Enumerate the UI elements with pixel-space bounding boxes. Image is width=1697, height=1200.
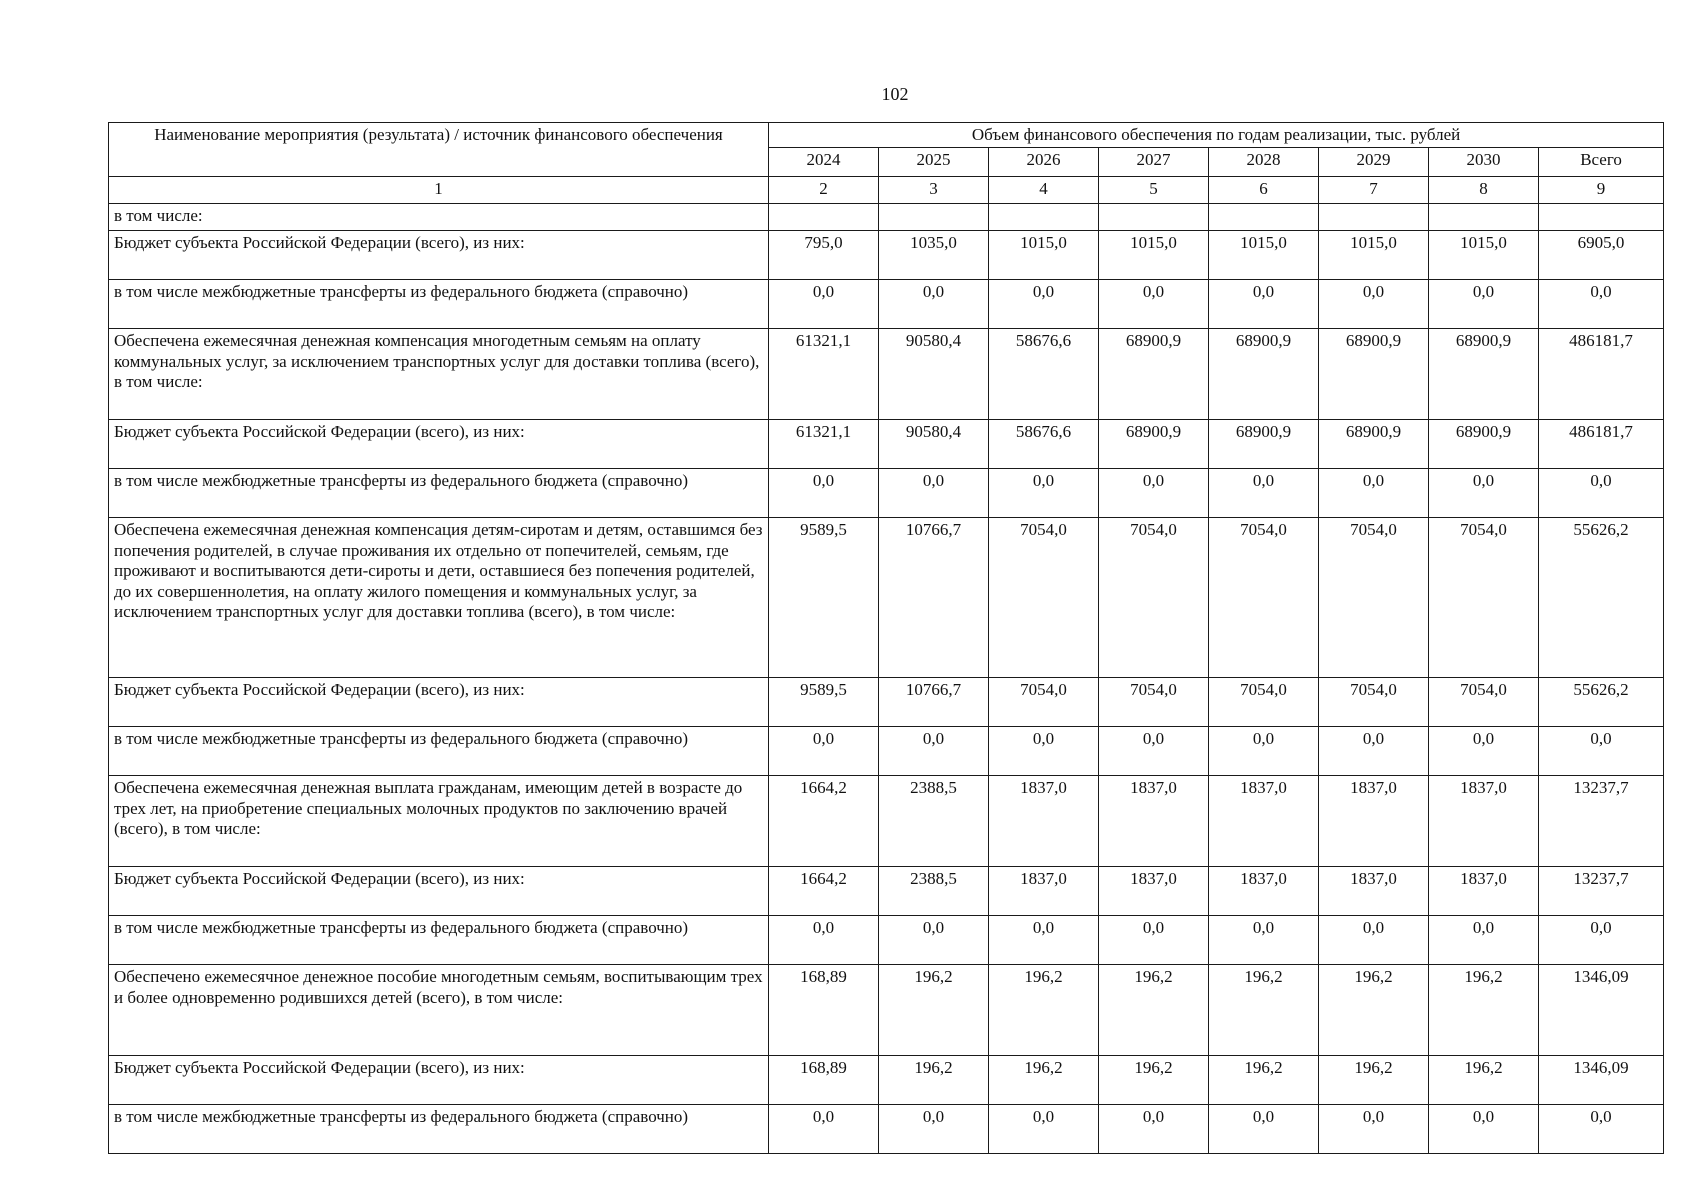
column-number: 3 [879, 177, 989, 204]
header-year: 2028 [1209, 148, 1319, 177]
row-year-value: 0,0 [769, 916, 879, 965]
row-year-value: 1837,0 [1319, 867, 1429, 916]
header-year: 2029 [1319, 148, 1429, 177]
header-total: Всего [1539, 148, 1664, 177]
row-year-value [879, 204, 989, 231]
row-total-value: 0,0 [1539, 916, 1664, 965]
row-year-value: 196,2 [1319, 1056, 1429, 1105]
row-name: Обеспечена ежемесячная денежная компенсация многодетным семьям на оплату коммунальных услуг, за исключением транспортных услуг для доставки топлива (всего), в том числе: [109, 329, 769, 420]
row-year-value: 0,0 [989, 727, 1099, 776]
row-name: в том числе межбюджетные трансферты из федерального бюджета (справочно) [109, 727, 769, 776]
column-number: 5 [1099, 177, 1209, 204]
row-year-value: 7054,0 [1319, 518, 1429, 678]
row-year-value: 0,0 [989, 916, 1099, 965]
row-total-value: 486181,7 [1539, 329, 1664, 420]
row-year-value: 0,0 [769, 1105, 879, 1154]
row-total-value: 486181,7 [1539, 420, 1664, 469]
column-number: 7 [1319, 177, 1429, 204]
page-number: 102 [881, 84, 909, 104]
row-year-value: 1837,0 [1429, 776, 1539, 867]
row-year-value: 0,0 [879, 280, 989, 329]
row-year-value: 0,0 [1319, 469, 1429, 518]
row-year-value: 0,0 [1319, 916, 1429, 965]
table-row [109, 727, 1664, 776]
row-year-value: 0,0 [1319, 1105, 1429, 1154]
row-name: в том числе: [109, 204, 769, 231]
row-year-value: 196,2 [1319, 965, 1429, 1056]
row-year-value: 1015,0 [1209, 231, 1319, 280]
financing-table [108, 122, 1664, 1154]
row-year-value: 0,0 [879, 469, 989, 518]
row-year-value: 10766,7 [879, 678, 989, 727]
header-year: 2024 [769, 148, 879, 177]
row-year-value: 90580,4 [879, 420, 989, 469]
row-name: Бюджет субъекта Российской Федерации (всего), из них: [109, 231, 769, 280]
row-year-value: 196,2 [1099, 1056, 1209, 1105]
row-year-value: 1015,0 [1099, 231, 1209, 280]
row-total-value: 55626,2 [1539, 678, 1664, 727]
row-total-value: 0,0 [1539, 469, 1664, 518]
header-group: Объем финансового обеспечения по годам реализации, тыс. рублей [769, 123, 1664, 148]
table-row [109, 518, 1664, 678]
row-name: Бюджет субъекта Российской Федерации (всего), из них: [109, 678, 769, 727]
row-year-value: 0,0 [1099, 1105, 1209, 1154]
table-row [109, 916, 1664, 965]
row-total-value: 13237,7 [1539, 776, 1664, 867]
row-year-value: 7054,0 [1209, 518, 1319, 678]
row-year-value [1209, 204, 1319, 231]
row-year-value: 1015,0 [989, 231, 1099, 280]
row-total-value: 13237,7 [1539, 867, 1664, 916]
row-year-value: 196,2 [1429, 965, 1539, 1056]
row-year-value: 0,0 [989, 469, 1099, 518]
row-name: Бюджет субъекта Российской Федерации (всего), из них: [109, 867, 769, 916]
row-year-value: 68900,9 [1319, 329, 1429, 420]
column-number: 1 [109, 177, 769, 204]
row-year-value: 1837,0 [1099, 776, 1209, 867]
row-year-value: 61321,1 [769, 329, 879, 420]
row-year-value: 0,0 [1099, 280, 1209, 329]
table-row [109, 329, 1664, 420]
row-year-value: 0,0 [1429, 727, 1539, 776]
row-year-value: 196,2 [1209, 1056, 1319, 1105]
row-year-value: 1837,0 [1209, 776, 1319, 867]
table-row [109, 965, 1664, 1056]
row-year-value [989, 204, 1099, 231]
column-number-row [109, 177, 1664, 204]
row-year-value: 7054,0 [1099, 518, 1209, 678]
row-year-value: 168,89 [769, 1056, 879, 1105]
row-year-value: 10766,7 [879, 518, 989, 678]
row-year-value: 0,0 [1319, 280, 1429, 329]
row-year-value: 1837,0 [1209, 867, 1319, 916]
row-name: Обеспечена ежемесячная денежная выплата гражданам, имеющим детей в возрасте до трех лет, на приобретение специальных молочных продуктов по заключению врачей (всего), в том числе: [109, 776, 769, 867]
row-year-value: 0,0 [1429, 1105, 1539, 1154]
row-year-value: 196,2 [879, 1056, 989, 1105]
column-number: 2 [769, 177, 879, 204]
row-year-value: 1837,0 [989, 867, 1099, 916]
row-year-value: 0,0 [1429, 916, 1539, 965]
row-year-value: 168,89 [769, 965, 879, 1056]
column-number: 8 [1429, 177, 1539, 204]
row-year-value: 795,0 [769, 231, 879, 280]
row-year-value: 0,0 [1209, 280, 1319, 329]
header-year: 2030 [1429, 148, 1539, 177]
row-year-value: 9589,5 [769, 518, 879, 678]
row-name: в том числе межбюджетные трансферты из федерального бюджета (справочно) [109, 280, 769, 329]
header-year: 2027 [1099, 148, 1209, 177]
column-number: 4 [989, 177, 1099, 204]
row-year-value: 1837,0 [989, 776, 1099, 867]
row-year-value: 7054,0 [989, 518, 1099, 678]
table-row [109, 678, 1664, 727]
row-year-value: 196,2 [989, 1056, 1099, 1105]
table-row [109, 1105, 1664, 1154]
row-total-value [1539, 204, 1664, 231]
row-total-value: 55626,2 [1539, 518, 1664, 678]
row-total-value: 0,0 [1539, 280, 1664, 329]
table-row [109, 776, 1664, 867]
row-year-value: 0,0 [879, 916, 989, 965]
row-year-value: 68900,9 [1099, 420, 1209, 469]
row-year-value: 7054,0 [1429, 678, 1539, 727]
row-name: в том числе межбюджетные трансферты из федерального бюджета (справочно) [109, 1105, 769, 1154]
table-row [109, 1056, 1664, 1105]
row-year-value: 68900,9 [1209, 329, 1319, 420]
table-row [109, 867, 1664, 916]
table-row [109, 469, 1664, 518]
row-year-value: 0,0 [1209, 727, 1319, 776]
row-year-value: 0,0 [1209, 1105, 1319, 1154]
row-year-value: 1015,0 [1429, 231, 1539, 280]
row-year-value: 0,0 [769, 727, 879, 776]
table-row [109, 231, 1664, 280]
row-year-value: 196,2 [989, 965, 1099, 1056]
row-year-value: 9589,5 [769, 678, 879, 727]
row-year-value: 0,0 [989, 280, 1099, 329]
row-year-value [1319, 204, 1429, 231]
row-total-value: 1346,09 [1539, 1056, 1664, 1105]
row-year-value: 0,0 [1429, 469, 1539, 518]
row-year-value: 0,0 [1099, 727, 1209, 776]
row-year-value: 196,2 [1209, 965, 1319, 1056]
row-year-value: 1837,0 [1319, 776, 1429, 867]
row-year-value [1429, 204, 1539, 231]
column-number: 6 [1209, 177, 1319, 204]
row-year-value: 0,0 [1319, 727, 1429, 776]
row-name: в том числе межбюджетные трансферты из федерального бюджета (справочно) [109, 916, 769, 965]
row-year-value: 2388,5 [879, 776, 989, 867]
row-year-value: 1664,2 [769, 776, 879, 867]
row-year-value: 0,0 [1209, 916, 1319, 965]
row-year-value: 0,0 [879, 727, 989, 776]
row-year-value: 7054,0 [1429, 518, 1539, 678]
row-year-value: 1015,0 [1319, 231, 1429, 280]
row-year-value: 0,0 [879, 1105, 989, 1154]
row-year-value: 68900,9 [1429, 329, 1539, 420]
column-number: 9 [1539, 177, 1664, 204]
row-year-value: 58676,6 [989, 420, 1099, 469]
row-year-value: 0,0 [1209, 469, 1319, 518]
row-year-value: 68900,9 [1319, 420, 1429, 469]
row-year-value: 61321,1 [769, 420, 879, 469]
row-year-value: 196,2 [879, 965, 989, 1056]
row-year-value [769, 204, 879, 231]
row-year-value: 196,2 [1429, 1056, 1539, 1105]
row-year-value: 1035,0 [879, 231, 989, 280]
row-name: Бюджет субъекта Российской Федерации (всего), из них: [109, 420, 769, 469]
row-year-value: 0,0 [1429, 280, 1539, 329]
row-name: Обеспечена ежемесячная денежная компенсация детям-сиротам и детям, оставшимся без попечения родителей, в случае проживания их отдельно от попечителей, семьям, где проживают и воспитываются дети-сироты и дети, оставшиеся без попечения родителей, до их совершеннолетия, на оплату жилого помещения и коммунальных услуг, за исключением транспортных услуг для доставки топлива (всего), в том числе: [109, 518, 769, 678]
row-year-value: 1664,2 [769, 867, 879, 916]
row-year-value [1099, 204, 1209, 231]
header-year: 2026 [989, 148, 1099, 177]
row-name: Бюджет субъекта Российской Федерации (всего), из них: [109, 1056, 769, 1105]
table-row [109, 204, 1664, 231]
row-year-value: 0,0 [1099, 916, 1209, 965]
row-year-value: 68900,9 [1209, 420, 1319, 469]
row-year-value: 0,0 [769, 280, 879, 329]
row-year-value: 0,0 [989, 1105, 1099, 1154]
row-year-value: 0,0 [769, 469, 879, 518]
row-year-value: 196,2 [1099, 965, 1209, 1056]
row-total-value: 0,0 [1539, 727, 1664, 776]
row-year-value: 90580,4 [879, 329, 989, 420]
header-year: 2025 [879, 148, 989, 177]
row-year-value: 68900,9 [1429, 420, 1539, 469]
row-year-value: 7054,0 [1209, 678, 1319, 727]
row-name: Обеспечено ежемесячное денежное пособие многодетным семьям, воспитывающим трех и более одновременно родившихся детей (всего), в том числе: [109, 965, 769, 1056]
row-total-value: 0,0 [1539, 1105, 1664, 1154]
row-year-value: 7054,0 [1099, 678, 1209, 727]
row-year-value: 58676,6 [989, 329, 1099, 420]
row-year-value: 1837,0 [1099, 867, 1209, 916]
row-year-value: 0,0 [1099, 469, 1209, 518]
table-row [109, 420, 1664, 469]
row-year-value: 2388,5 [879, 867, 989, 916]
header-name: Наименование мероприятия (результата) / источник финансового обеспечения [109, 123, 769, 177]
row-year-value: 68900,9 [1099, 329, 1209, 420]
row-name: в том числе межбюджетные трансферты из федерального бюджета (справочно) [109, 469, 769, 518]
row-year-value: 1837,0 [1429, 867, 1539, 916]
row-total-value: 1346,09 [1539, 965, 1664, 1056]
row-year-value: 7054,0 [989, 678, 1099, 727]
row-total-value: 6905,0 [1539, 231, 1664, 280]
row-year-value: 7054,0 [1319, 678, 1429, 727]
table-row [109, 280, 1664, 329]
